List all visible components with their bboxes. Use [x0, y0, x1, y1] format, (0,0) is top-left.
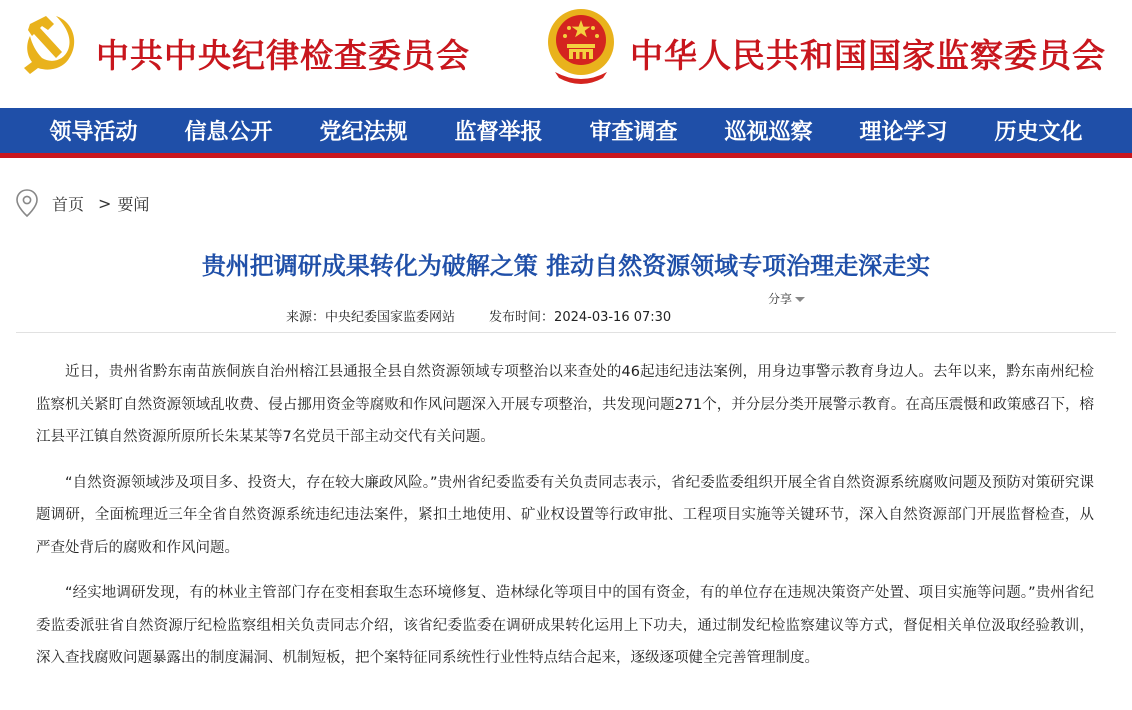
article-paragraph: “自然资源领域涉及项目多、投资大，存在较大廉政风险。”贵州省纪委监委有关负责同志表示，省纪委监委组织开展全省自然资源系统腐败问题及预防对策研究课题调研，全面梳理近三年全省自然资源系统违纪违法案件，紧扣土地使用、矿业权设置等行政审批、工程项目实施等关键环节，深入自然资源部门开展监督检查，从严查处背后的腐败和作风问题。	[36, 474, 1094, 556]
source-value: 中央纪委国家监委网站	[325, 310, 456, 325]
article-title: 贵州把调研成果转化为破解之策 推动自然资源领域专项治理走深走实	[201, 252, 931, 280]
party-emblem-icon[interactable]	[18, 10, 84, 76]
nav-item-regulations[interactable]: 党纪法规	[319, 119, 408, 145]
nav-item-inspection[interactable]: 巡视巡察	[724, 119, 813, 145]
nav-item-theory[interactable]: 理论学习	[859, 119, 948, 145]
nav-item-leadership[interactable]: 领导活动	[49, 119, 138, 145]
publish-time-label: 发布时间：	[489, 310, 555, 325]
site-header	[0, 0, 1132, 108]
breadcrumb-home-link[interactable]: 首页	[52, 194, 85, 214]
article-paragraph: “经实地调研发现，有的林业主管部门存在变相套取生态环境修复、造林绿化等项目中的国有资金，有的单位存在违规决策资产处置、项目实施等问题。”贵州省纪委监委派驻省自然资源厅纪检监察组相关负责同志介绍，该省纪委监委在调研成果转化运用上下功夫，通过制发纪检监察建议等方式，督促相关单位汲取经验教训，深入查找腐败问题暴露出的制度漏洞、机制短板，把个案特征同系统性行业性特点结合起来，逐级逐项健全完善管理制度。	[36, 585, 1094, 666]
publish-time-value: 2024-03-16 07:30	[554, 310, 672, 325]
share-label: 分享	[768, 292, 793, 306]
breadcrumb-separator: >	[98, 193, 112, 213]
breadcrumb	[14, 188, 149, 218]
location-pin-icon	[14, 188, 40, 218]
article-paragraph: 近日，贵州省黔东南苗族侗族自治州榕江县通报全县自然资源领域专项整治以来查处的46起违纪违法案例，用身边事警示教育身边人。去年以来，黔东南州纪检监察机关紧盯自然资源领域乱收费、侵占挪用资金等腐败和作风问题深入开展专项整治，共发现问题271个，并分层分类开展警示教育。在高压震慑和政策感召下，榕江县平江镇自然资源所原所长朱某某等7名党员干部主动交代有关问题。	[36, 364, 1094, 445]
chevron-down-icon	[795, 297, 805, 302]
article-body	[36, 356, 1094, 688]
breadcrumb-current-link[interactable]: 要闻	[117, 194, 150, 214]
source-label: 来源：	[286, 310, 326, 325]
cpc-commission-title[interactable]: 中共中央纪律检查委员会	[96, 36, 470, 75]
nav-item-history[interactable]: 历史文化	[994, 119, 1083, 145]
nav-item-reporting[interactable]: 监督举报	[454, 119, 543, 145]
national-commission-title[interactable]: 中华人民共和国国家监察委员会	[630, 36, 1106, 75]
main-nav	[0, 108, 1132, 158]
nav-item-investigation[interactable]: 审查调查	[589, 119, 678, 145]
article-meta	[286, 306, 671, 325]
national-emblem-icon[interactable]	[545, 6, 617, 86]
nav-item-disclosure[interactable]: 信息公开	[184, 119, 273, 145]
divider	[16, 332, 1116, 333]
share-button[interactable]	[768, 290, 805, 307]
